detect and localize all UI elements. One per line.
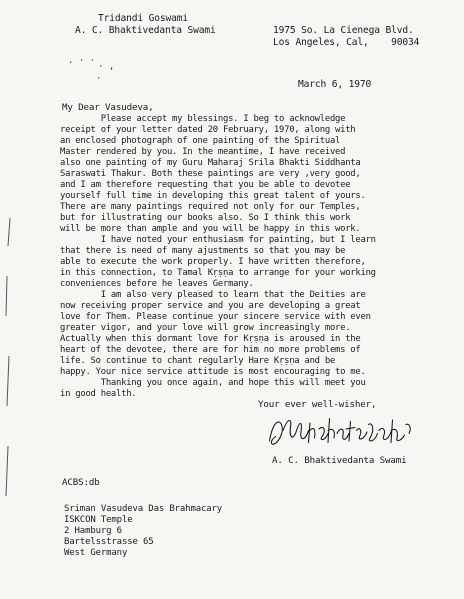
body-line: now receiving proper service and you are developing a great	[60, 301, 361, 311]
stray-mark: ·	[96, 74, 102, 84]
body-line: love for Them. Please continue your sincere service with even	[60, 312, 371, 322]
recipient-line: Bartelsstrasse 65	[64, 537, 154, 547]
salutation: My Dear Vasudeva,	[62, 102, 154, 113]
recipient-line: Sriman Vasudeva Das Brahmacary	[64, 504, 223, 514]
body-line: in this connection, to Tamal Kṛṣṇa to arrange for your working	[60, 268, 376, 278]
body-line: Actually when this dormant love for Kṛṣṇa is aroused in the	[60, 334, 361, 344]
body-line: will be more than ample and you will be happy in this work.	[60, 224, 361, 234]
letter-date: March 6, 1970	[298, 79, 372, 90]
body-line: Thanking you once again, and hope this will meet you	[60, 378, 366, 388]
body-line: There are many paintings required not only for our Temples,	[60, 202, 361, 212]
body-line: able to execute the work properly. I have written therefore,	[60, 257, 366, 267]
body-line: Please accept my blessings. I beg to acknowledge	[60, 114, 346, 124]
margin-scribble	[2, 216, 16, 556]
body-line: Saraswati Thakur. Both these paintings are very ,very good,	[60, 169, 361, 179]
body-line: but for illustrating our books also. So I think this work	[60, 213, 351, 223]
handwritten-signature	[240, 408, 440, 456]
reference-initials: ACBS:db	[62, 477, 100, 488]
body-line: I have noted your enthusiasm for painting, but I learn	[60, 235, 376, 245]
body-line: in good health.	[60, 389, 137, 399]
typed-signature-name: A. C. Bhaktivedanta Swami	[272, 455, 407, 466]
body-line: life. So continue to chant regularly Hare Kṛṣṇa and be	[60, 356, 336, 366]
address-street: 1975 So. La Cienega Blvd.	[273, 25, 414, 36]
recipient-line: 2 Hamburg 6	[64, 526, 122, 536]
body-line: Master rendered by you. In the meantime, I have received	[60, 147, 346, 157]
body-line: and I am therefore requesting that you be able to devotee	[60, 180, 351, 190]
body-line: greater vigor, and your love will grow increasingly more.	[60, 323, 351, 333]
body-line: happy. Your nice service attitude is most encouraging to me.	[60, 367, 366, 377]
body-line: that there is need of many ajustments so that you may be	[60, 246, 346, 256]
stray-mark: · ,	[98, 62, 115, 72]
address-city: Los Angeles, Cal, 90034	[273, 37, 420, 48]
sender-title: Tridandi Goswami	[98, 13, 189, 24]
body-line: I am also very pleased to learn that the Deities are	[60, 290, 366, 300]
recipient-line: ISKCON Temple	[64, 515, 133, 525]
recipient-line: West Germany	[64, 548, 128, 558]
body-line: heart of the devotee, there are for him no more problems of	[60, 345, 361, 355]
closing: Your ever well-wisher,	[258, 399, 377, 410]
body-line: conveniences before he leaves Germany.	[60, 279, 254, 289]
body-line: receipt of your letter dated 20 February, 1970, along with	[60, 125, 356, 135]
body-line: yourself full time in developing this great talent of yours.	[60, 191, 366, 201]
body-line: an enclosed photograph of one painting of the Spiritual	[60, 136, 341, 146]
sender-name: A. C. Bhaktivedanta Swami	[75, 25, 216, 36]
stray-mark: . · ·	[68, 56, 96, 66]
body-line: also one painting of my Guru Maharaj Srila Bhakti Siddhanta	[60, 158, 361, 168]
